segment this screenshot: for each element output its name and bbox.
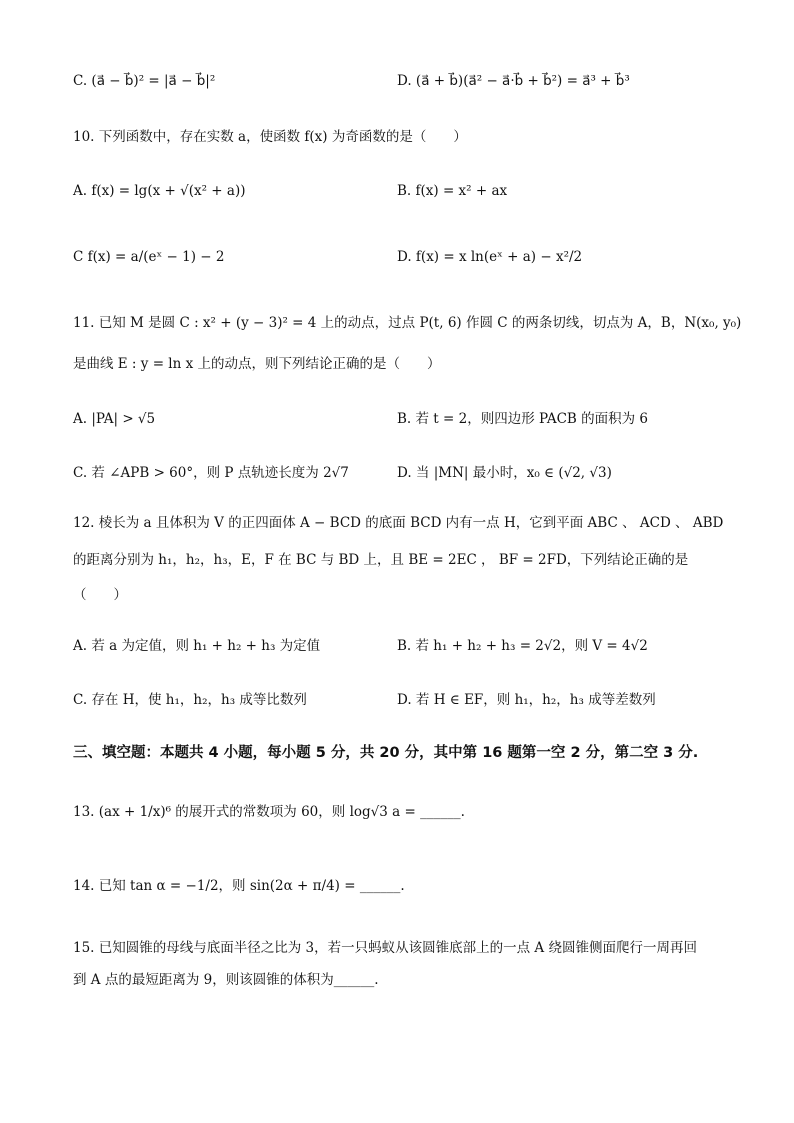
q11-option-b: B. 若 t = 2，则四边形 PACB 的面积为 6	[397, 411, 649, 427]
q10-option-a: A. f(x) = lg(x + √(x² + a))	[73, 183, 246, 199]
q12-option-b: B. 若 h₁ + h₂ + h₃ = 2√2，则 V = 4√2	[397, 638, 648, 654]
section-3-heading: 三、填空题：本题共 4 小题，每小题 5 分，共 20 分，其中第 16 题第一空 2 分，第二空 3 分.	[73, 745, 699, 761]
q12-option-d: D. 若 H ∈ EF，则 h₁，h₂，h₃ 成等差数列	[397, 692, 656, 708]
q15-line2: 到 A 点的最短距离为 9，则该圆锥的体积为______.	[73, 972, 379, 988]
q10-option-d: D. f(x) = x ln(eˣ + a) − x²/2	[397, 249, 583, 265]
q11-stem-line2: 是曲线 E : y = ln x 上的动点，则下列结论正确的是（ ）	[73, 356, 441, 372]
q11-option-a: A. |PA| > √5	[73, 411, 156, 427]
q14-text: 14. 已知 tan α = −1/2，则 sin(2α + π/4) = ______.	[73, 878, 405, 894]
q13-text: 13. (ax + 1/x)⁶ 的展开式的常数项为 60，则 log√3 a = ______.	[73, 804, 465, 820]
q12-stem-line1: 12. 棱长为 a 且体积为 V 的正四面体 A − BCD 的底面 BCD 内有一点 H，它到平面 ABC 、 ACD 、 ABD	[73, 515, 724, 531]
q11-stem-line1: 11. 已知 M 是圆 C : x² + (y − 3)² = 4 上的动点，过点 P(t, 6) 作圆 C 的两条切线，切点为 A，B，N(x₀, y₀)	[73, 315, 742, 331]
q11-option-c: C. 若 ∠APB > 60°，则 P 点轨迹长度为 2√7	[73, 465, 349, 481]
q10-stem: 10. 下列函数中，存在实数 a，使函数 f(x) 为奇函数的是（ ）	[73, 129, 467, 145]
q12-stem-line3: （ ）	[73, 587, 127, 603]
q10-option-c: C f(x) = a/(eˣ − 1) − 2	[73, 249, 225, 265]
q9-option-d: D. (a⃗ + b⃗)(a⃗² − a⃗·b⃗ + b⃗²) = a⃗³ + b⃗³	[397, 73, 630, 89]
q15-line1: 15. 已知圆锥的母线与底面半径之比为 3，若一只蚂蚁从该圆锥底部上的一点 A 绕圆锥侧面爬行一周再回	[73, 940, 697, 956]
q12-stem-line2: 的距离分别为 h₁，h₂，h₃，E，F 在 BC 与 BD 上，且 BE = 2EC ， BF = 2FD，下列结论正确的是	[73, 552, 689, 568]
q12-option-c: C. 存在 H，使 h₁，h₂，h₃ 成等比数列	[73, 692, 307, 708]
q11-option-d: D. 当 |MN| 最小时，x₀ ∈ (√2, √3)	[397, 465, 612, 481]
q10-option-b: B. f(x) = x² + ax	[397, 183, 508, 199]
q9-option-c: C. (a⃗ − b⃗)² = |a⃗ − b⃗|²	[73, 73, 216, 89]
q12-option-a: A. 若 a 为定值，则 h₁ + h₂ + h₃ 为定值	[73, 638, 321, 654]
